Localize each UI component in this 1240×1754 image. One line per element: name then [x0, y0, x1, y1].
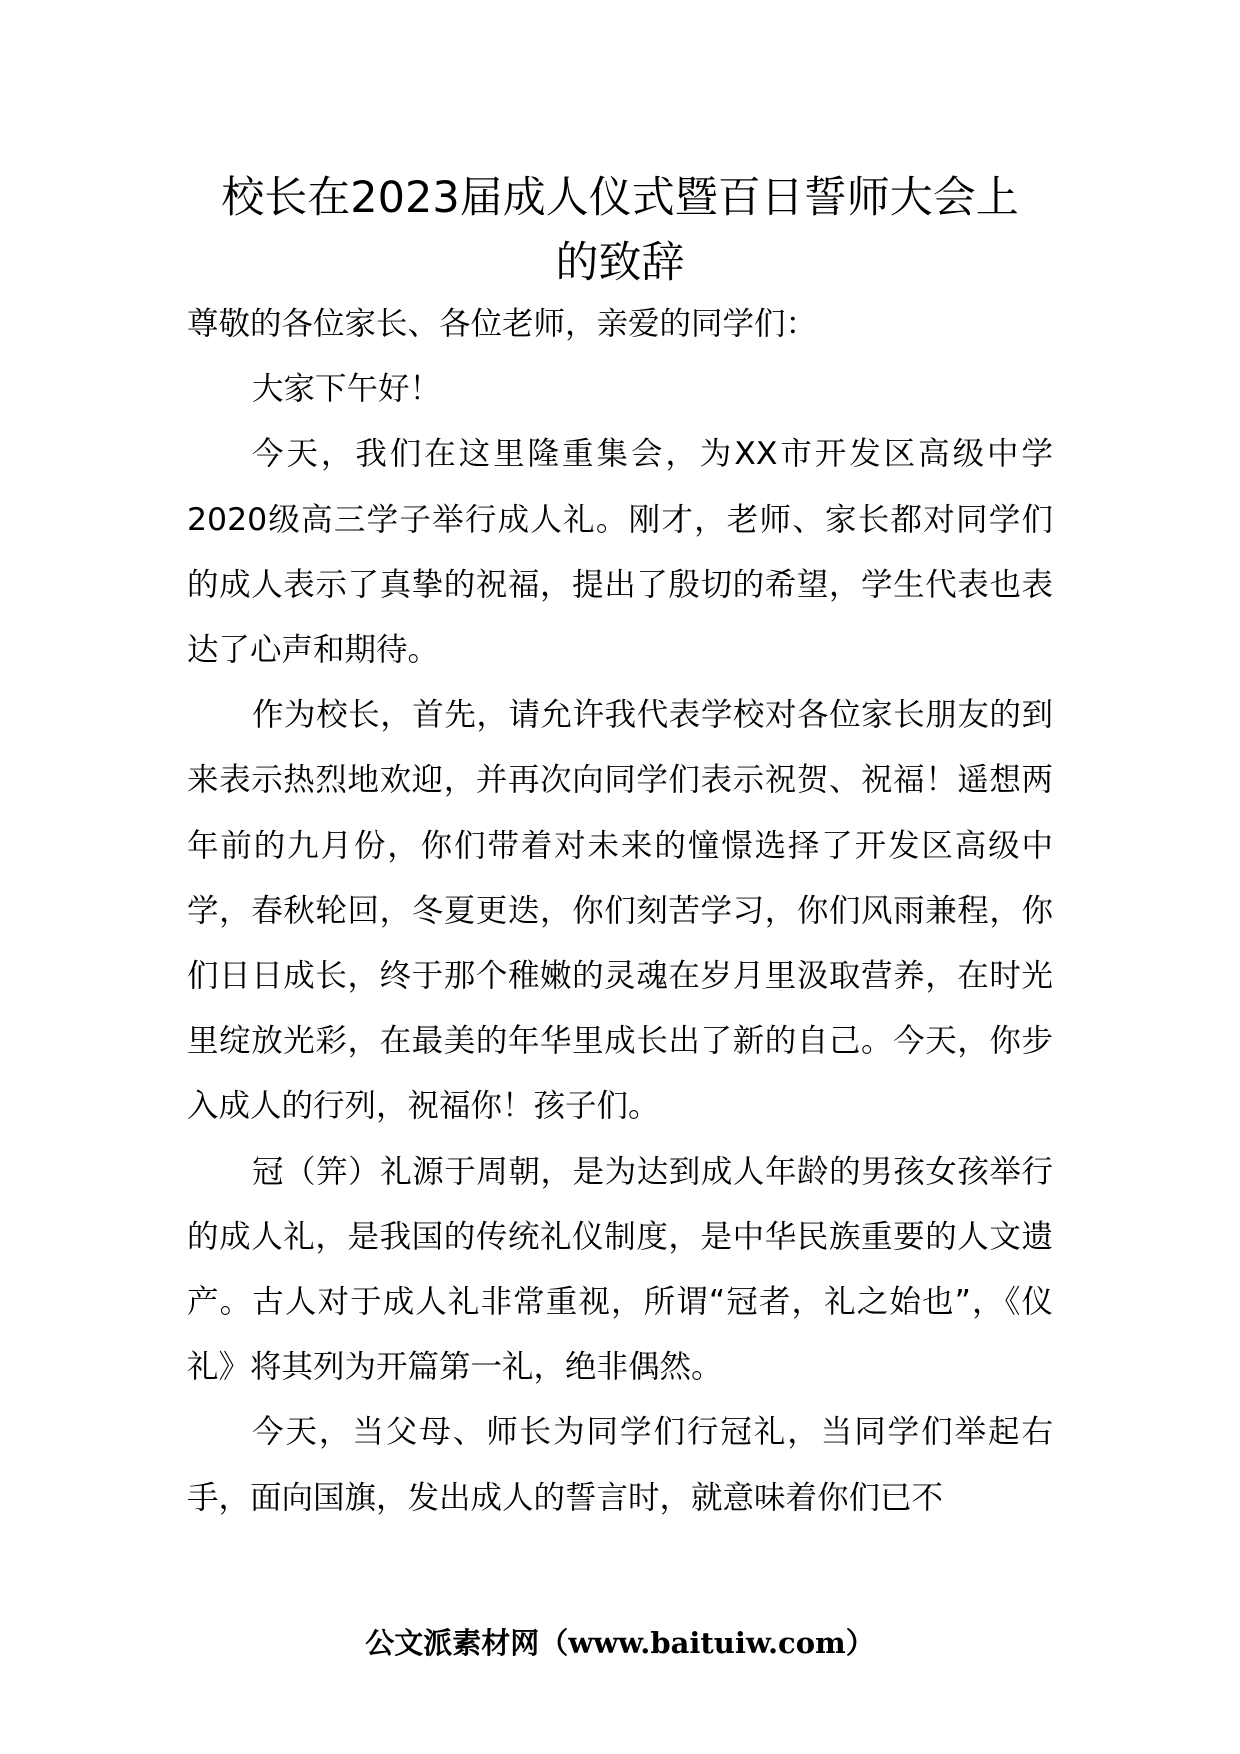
paragraph-greeting: 大家下午好！: [252, 371, 442, 408]
document-body: [187, 292, 1053, 1531]
title-line-1: 校长在2023届成人仪式暨百日誓师大会上: [221, 173, 1019, 223]
footer-watermark: 公文派素材网（www.baituiw.com）: [365, 1626, 875, 1660]
paragraph-history: 冠（笄）礼源于周朝，是为达到成人年龄的男孩女孩举行的成人礼，是我国的传统礼仪制度，是中华民族重要的人文遗产。古人对于成人礼非常重视，所谓“冠者，礼之始也”，《仪礼》将其列为开篇第一礼，绝非偶然。: [187, 1153, 1053, 1386]
title-line-2: 的致辞: [555, 238, 685, 288]
paragraph-ceremony: 今天，当父母、师长为同学们行冠礼，当同学们举起右手，面向国旗，发出成人的誓言时，就意味着你们已不: [187, 1414, 1053, 1516]
paragraph-opening: 今天，我们在这里隆重集会，为XX市开发区高级中学2020级高三学子举行成人礼。刚才，老师、家长都对同学们的成人表示了真挚的祝福，提出了殷切的希望，学生代表也表达了心声和期待。: [187, 436, 1053, 669]
salutation: 尊敬的各位家长、各位老师，亲爱的同学们：: [187, 306, 818, 342]
paragraph-welcome: 作为校长，首先，请允许我代表学校对各位家长朋友的到来表示热烈地欢迎，并再次向同学们表示祝贺、祝福！遥想两年前的九月份，你们带着对未来的憧憬选择了开发区高级中学，春秋轮回，冬夏更迭，你们刻苦学习，你们风雨兼程，你们日日成长，终于那个稚嫩的灵魂在岁月里汲取营养，在时光里绽放光彩，在最美的年华里成长出了新的自己。今天，你步入成人的行列，祝福你！孩子们。: [187, 697, 1053, 1125]
document-title: [150, 166, 1090, 296]
